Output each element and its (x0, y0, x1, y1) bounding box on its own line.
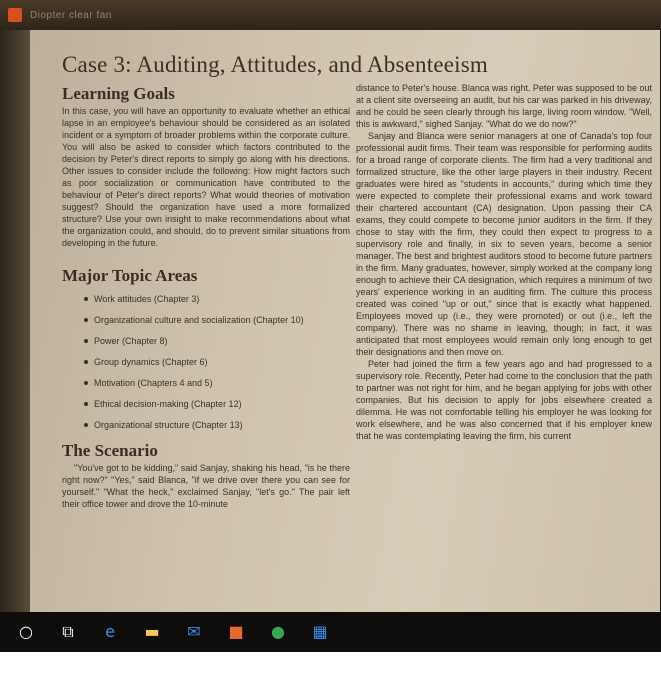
window-title: Diopter clear fan (30, 9, 112, 21)
paragraph: Sanjay and Blanca were senior managers at one of Canada's top four professional audit firms. Their team was responsible for performing audits for a broad range of corporate clients. The firm had a very traditional and formalized structure, like the other large players in their industry. Recent graduates were hired as "students in accounts," during which time they were expected to complete their professional exams and work toward their chartered accountant (CA) designation. Upon passing their CA exams, they could compete to become junior auditors in the firm. If they chose to stay with the firm, they could then expect to progress to a supervisory role and finally, in six to seven years, become a senior manager. The best and brightest auditors stood to become future partners in the firm. Many graduates, however, simply worked at the company long enough to achieve their CA designation, which requires a minimum of two years' experience working in an auditing firm. The culture this process created was coined "up or out," since that is exactly what happened. Employees moved up (i.e., they were promoted) or out (i.e., left the company). There was no shame in leaving, though; in fact, it was anticipated that most employees would remain only long enough to get their designations and then move on. (356, 131, 652, 357)
book-page (30, 30, 660, 612)
page-gutter (0, 30, 30, 612)
bullet-icon (84, 297, 88, 301)
list-item: Work attitudes (Chapter 3) (62, 293, 350, 305)
learning-goals-text: In this case, you will have an opportunity to evaluate whether an ethical lapse in an employee's behaviour should be considered as an isolated incident or a symptom of broader problems within the corporate culture. You will also be asked to consider which factors contributed to the decision by Peter's direct reports to simply go along with his directions. Other issues to consider include the following: How might factors such as poor socialization or communication have contributed to the behaviour of Peter's direct reports? What would theories of motivation suggest? Should the organization have used a more formalized structure? Use your own insight to make recommendations about what the organization could, and should, do to prevent similar situations from developing in the future. (62, 106, 350, 248)
edge-browser-icon: e (105, 622, 115, 641)
bullet-icon (84, 318, 88, 322)
list-item: Power (Chapter 8) (62, 335, 350, 347)
list-item: Organizational structure (Chapter 13) (62, 419, 350, 431)
mail-icon: ✉ (187, 622, 201, 641)
start-circle-icon: ○ (19, 622, 33, 641)
window-title-bar[interactable] (0, 0, 661, 30)
chrome-button[interactable] (260, 618, 296, 646)
mail-button[interactable] (176, 618, 212, 646)
major-topics-heading: Major Topic Areas (62, 266, 198, 285)
app-icon: ■ (228, 622, 244, 641)
list-item: Ethical decision-making (Chapter 12) (62, 398, 350, 410)
learning-goals-heading: Learning Goals (62, 84, 175, 103)
bullet-icon (84, 402, 88, 406)
topic-list (62, 293, 350, 431)
case-title: Case 3: Auditing, Attitudes, and Absenteeism (62, 52, 488, 77)
bullet-icon (84, 381, 88, 385)
list-item: Motivation (Chapters 4 and 5) (62, 377, 350, 389)
scenario-text: "You've got to be kidding," said Sanjay, shaking his head, "is he there right now?" "Yes," said Blanca, "if we drive over there you can see for yourself." "What the heck," exclaimed Sanjay, "let's go." The pair left their office tower and drove the 10-minute (62, 463, 350, 509)
scenario-heading: The Scenario (62, 441, 158, 460)
paragraph: distance to Peter's house. Blanca was right. Peter was supposed to be out at a client site overseeing an audit, but his car was parked in his driveway, and he could be seen clearly through his large, living room window. "Well, this is awkward," sighed Sanjay. "What do we do now?" (356, 83, 652, 129)
paragraph: Peter had joined the firm a few years ago and had progressed to a supervisory role. Recently, Peter had come to the conclusion that the path to partner was not right for him, and he began applying for jobs with other companies. But his decision to apply for jobs elsewhere created a dilemma. He was not comfortable telling his employer he was looking for work elsewhere, and he was also concerned that if his employer knew that he was contemplating leaving the firm, his current (356, 359, 652, 441)
app-button[interactable] (218, 618, 254, 646)
task-view-button[interactable] (50, 618, 86, 646)
right-column (356, 82, 652, 442)
left-column (62, 83, 350, 510)
list-item: Group dynamics (Chapter 6) (62, 356, 350, 368)
task-view-icon: ⧉ (62, 622, 74, 641)
chrome-icon: ● (271, 622, 285, 641)
file-explorer-icon: ▬ (144, 622, 160, 641)
app-logo-icon (8, 8, 22, 22)
bullet-icon (84, 360, 88, 364)
taskbar (0, 612, 661, 652)
list-item: Organizational culture and socialization (Chapter 10) (62, 314, 350, 326)
edge-browser-button[interactable] (92, 618, 128, 646)
bullet-icon (84, 423, 88, 427)
store-icon: ▦ (312, 622, 328, 641)
empty-area (0, 652, 661, 700)
store-button[interactable] (302, 618, 338, 646)
file-explorer-button[interactable] (134, 618, 170, 646)
bullet-icon (84, 339, 88, 343)
start-button[interactable] (8, 618, 44, 646)
